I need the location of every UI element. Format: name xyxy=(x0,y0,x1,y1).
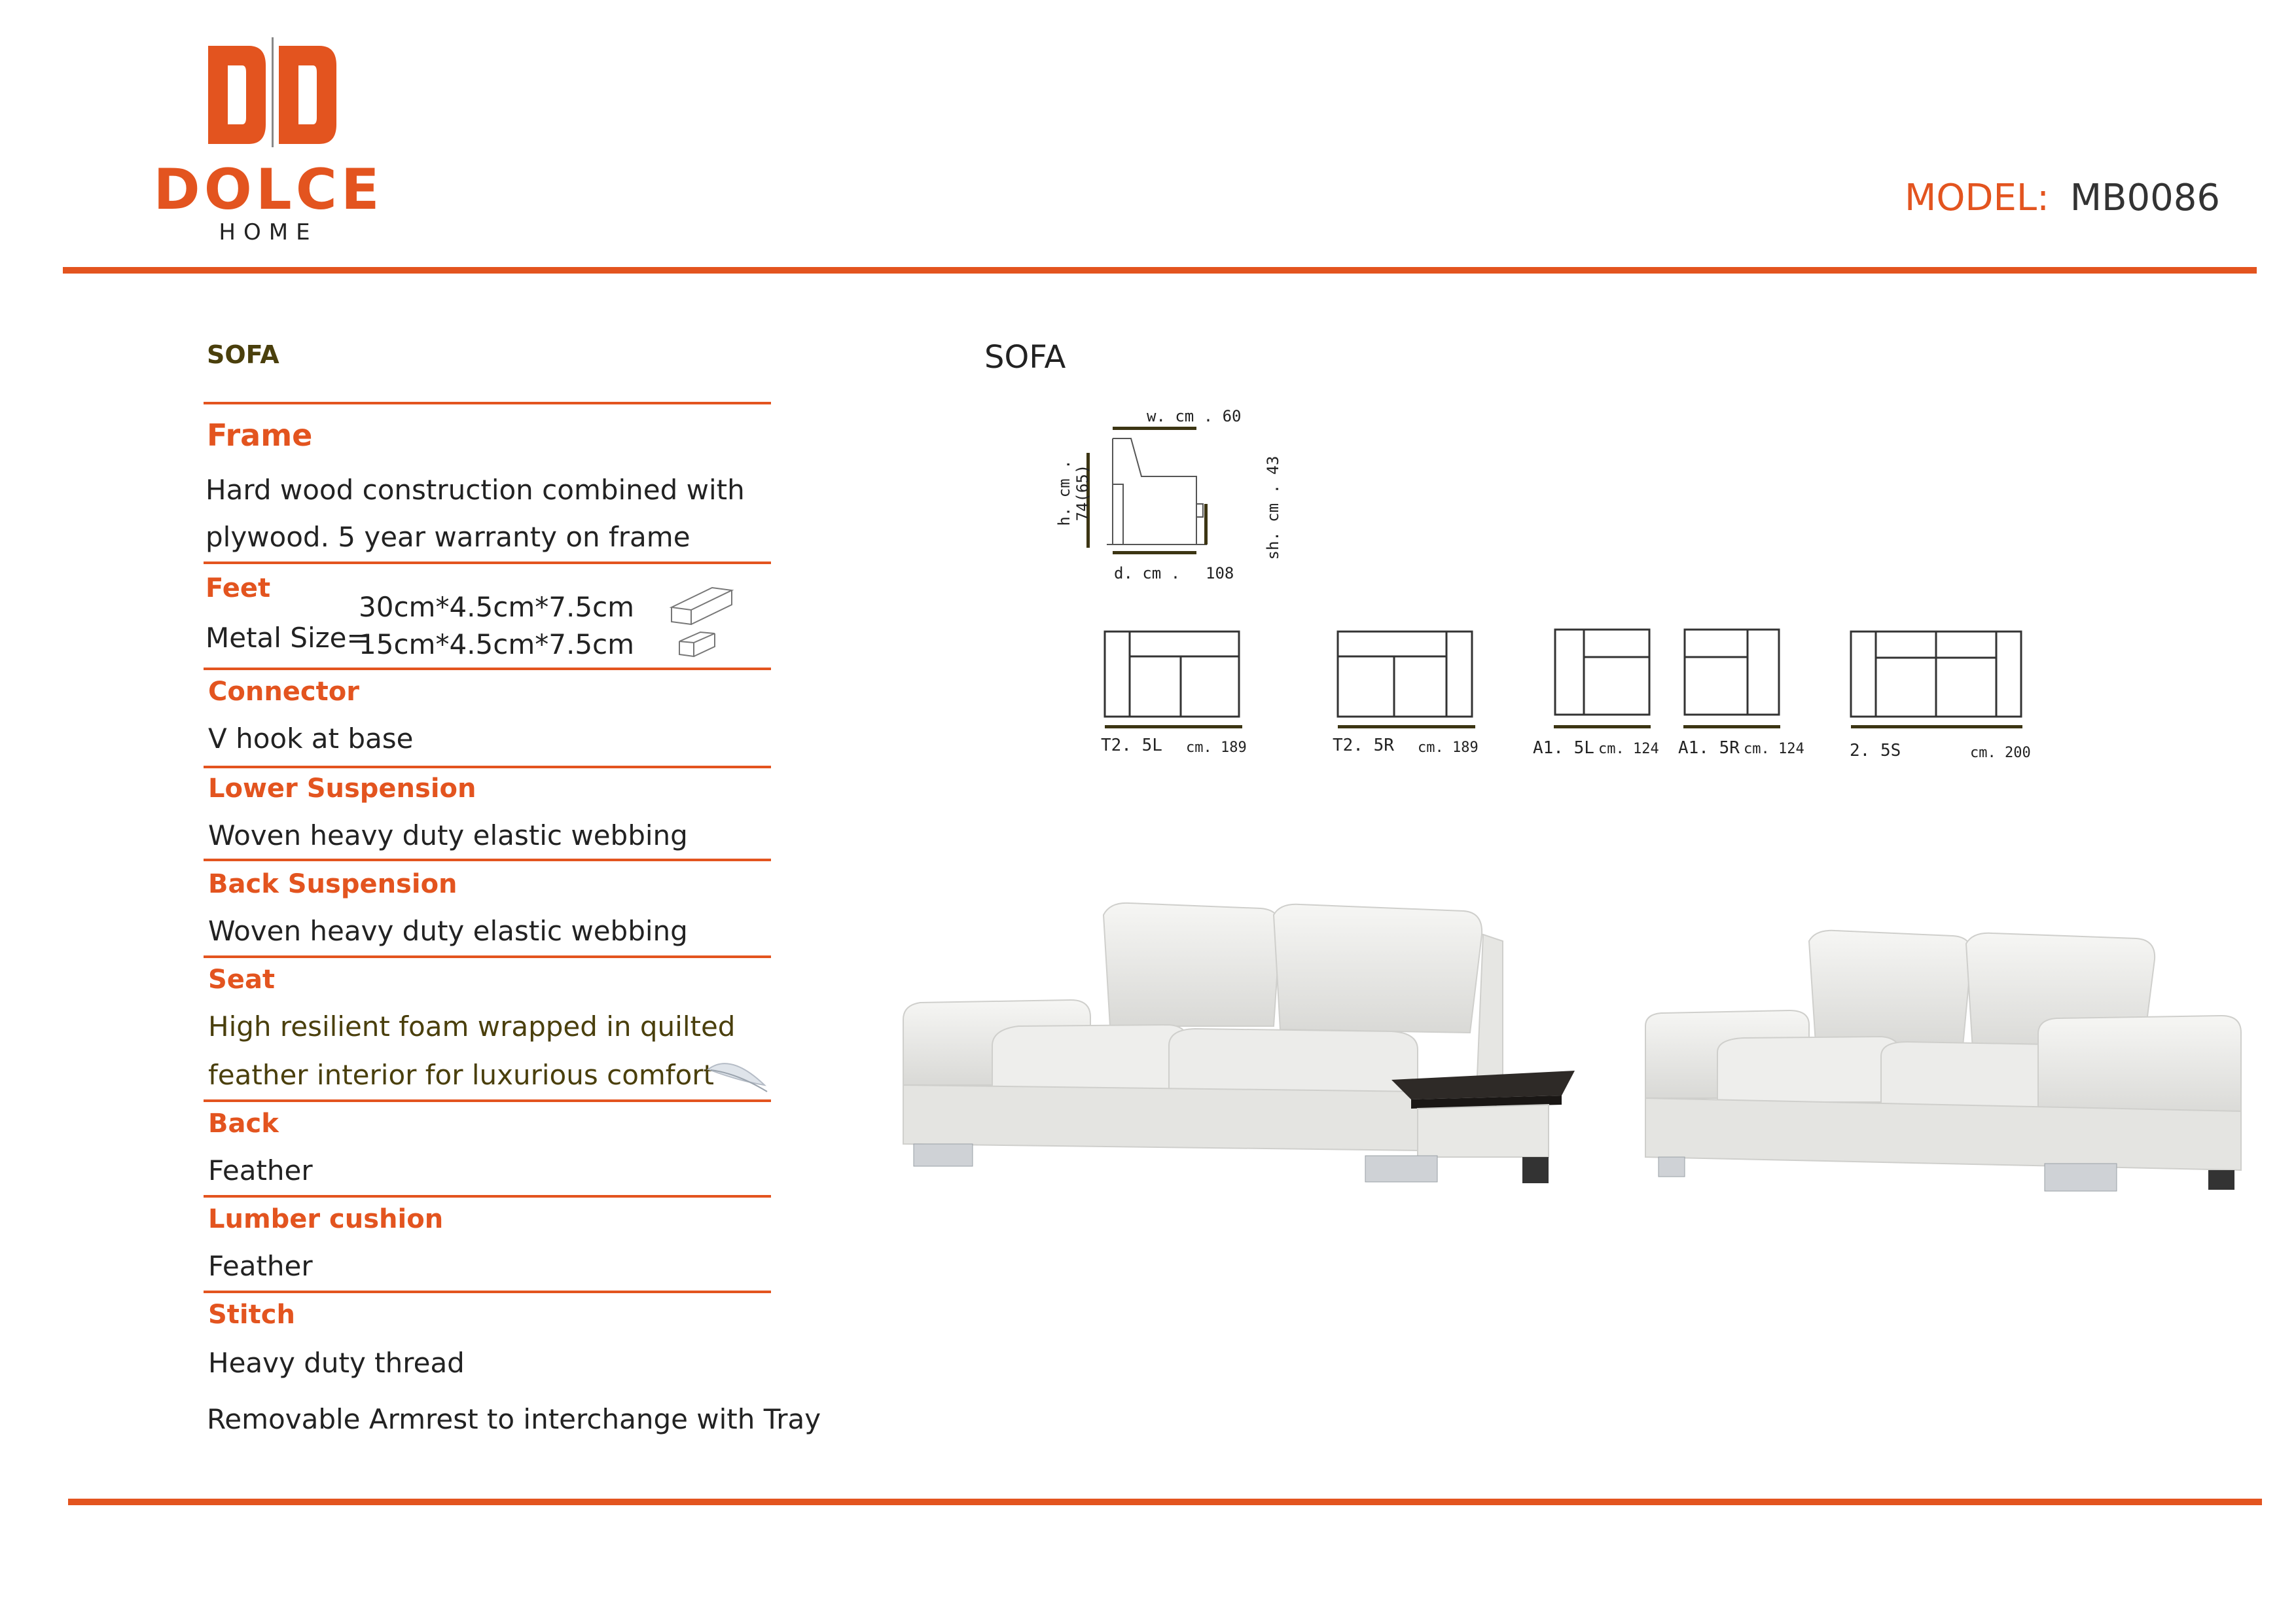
height-dimension: h. cm . 74(65) xyxy=(1055,459,1092,526)
module-code: T2. 5R xyxy=(1333,736,1394,755)
dd-monogram-icon xyxy=(151,36,386,147)
feet-size-2: 15cm*4.5cm*7.5cm xyxy=(359,628,635,660)
seat-text-1: High resilient foam wrapped in quilted xyxy=(208,1010,736,1043)
width-dimension: w. cm . 60 xyxy=(1147,407,1242,425)
module-size: cm. 189 xyxy=(1186,740,1247,756)
module-baseline xyxy=(1338,725,1475,728)
module-code: 2. 5S xyxy=(1850,741,1901,760)
spec-divider xyxy=(204,1195,771,1198)
stitch-text: Heavy duty thread xyxy=(208,1347,465,1379)
module-baseline xyxy=(1554,725,1651,728)
module-baseline xyxy=(1105,725,1242,728)
brand-logo xyxy=(151,36,386,252)
feet-size-1: 30cm*4.5cm*7.5cm xyxy=(359,591,635,623)
model-heading xyxy=(1905,177,2220,219)
module-code: A1. 5R xyxy=(1678,738,1740,758)
header-divider xyxy=(63,267,2257,274)
sofa-two-arm-image xyxy=(1632,921,2261,1196)
spec-divider xyxy=(204,955,771,958)
depth-label: d. cm . xyxy=(1114,564,1181,582)
module-size: cm. 124 xyxy=(1598,741,1659,757)
module-t25r-diagram xyxy=(1331,625,1482,723)
spec-divider xyxy=(204,859,771,861)
module-code: A1. 5L xyxy=(1533,738,1594,758)
back-suspension-title: Back Suspension xyxy=(208,869,457,899)
spec-divider xyxy=(204,668,771,670)
lower-suspension-title: Lower Suspension xyxy=(208,774,476,804)
spec-divider xyxy=(204,1291,771,1293)
spec-divider xyxy=(204,562,771,564)
frame-title: Frame xyxy=(207,418,313,453)
back-text: Feather xyxy=(208,1154,313,1186)
feet-title: Feet xyxy=(206,573,271,603)
model-value: MB0086 xyxy=(2070,177,2221,219)
back-suspension-text: Woven heavy duty elastic webbing xyxy=(208,915,688,947)
stitch-title: Stitch xyxy=(208,1300,295,1330)
frame-text-2: plywood. 5 year warranty on frame xyxy=(206,521,691,553)
diagram-title: SOFA xyxy=(984,339,1066,376)
spec-divider xyxy=(204,766,771,768)
side-profile-diagram xyxy=(1073,419,1217,582)
frame-text-1: Hard wood construction combined with xyxy=(206,474,745,506)
module-25s-diagram xyxy=(1844,625,2028,723)
seat-title: Seat xyxy=(208,965,276,995)
module-code: T2. 5L xyxy=(1101,736,1162,755)
lower-suspension-text: Woven heavy duty elastic webbing xyxy=(208,819,688,851)
spec-divider xyxy=(204,402,771,404)
seat-height-dimension: sh. cm . 43 xyxy=(1264,455,1282,560)
lumber-cushion-title: Lumber cushion xyxy=(208,1204,444,1234)
feather-icon xyxy=(704,1051,770,1097)
module-t25l-diagram xyxy=(1098,625,1249,723)
sofa-with-tray-image xyxy=(894,895,1588,1196)
module-baseline xyxy=(1683,725,1780,728)
brand-name: DOLCE xyxy=(153,157,384,223)
feet-label: Metal Size= xyxy=(206,622,370,654)
module-size: cm. 124 xyxy=(1744,741,1804,757)
brand-subtitle: HOME xyxy=(219,219,318,245)
module-a15l-diagram xyxy=(1550,623,1655,721)
armrest-note: Removable Armrest to interchange with Tray xyxy=(207,1403,821,1435)
footer-divider xyxy=(68,1499,2262,1505)
depth-value: 108 xyxy=(1206,564,1234,582)
back-title: Back xyxy=(208,1109,279,1139)
model-label: MODEL: xyxy=(1905,177,2049,219)
module-baseline xyxy=(1851,725,2022,728)
connector-title: Connector xyxy=(208,677,359,707)
module-a15r-diagram xyxy=(1679,623,1784,721)
spec-section-title: SOFA xyxy=(207,340,279,369)
spec-divider xyxy=(204,1099,771,1102)
connector-text: V hook at base xyxy=(208,722,414,755)
lumber-cushion-text: Feather xyxy=(208,1250,313,1282)
seat-text-2: feather interior for luxurious comfort xyxy=(208,1059,715,1091)
module-size: cm. 189 xyxy=(1418,740,1479,756)
metal-foot-icon xyxy=(666,581,738,660)
module-size: cm. 200 xyxy=(1970,745,2031,761)
